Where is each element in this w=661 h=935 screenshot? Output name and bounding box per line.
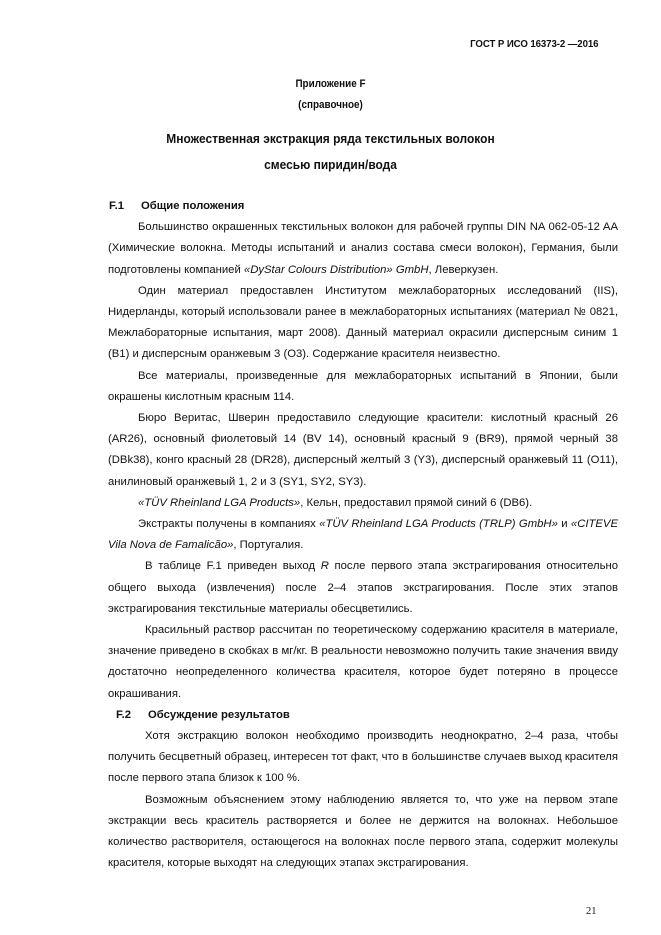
company-name-italic: «CITEVE Vila Nova de Famalicão» (108, 518, 618, 552)
annex-title-line-2: смесью пиридин/вода (264, 157, 397, 172)
company-name-italic: «TÜV Rheinland LGA Products (TRLP) GmbH» (319, 518, 558, 531)
section-number: F.1 (109, 200, 125, 212)
paragraph: Возможным объяснением этому наблюдению является то, что уже на первом этапе экстракции весь краситель растворяется и более не держится на волокнах. Небольшое количество растворителя, остающегося на волокнах после первого этапа, содержит молекулы красителя, которые выходят на следующих этапах экстрагирования. (108, 793, 618, 870)
section-heading-f1 (108, 196, 618, 217)
page-number: 21 (586, 906, 597, 917)
section-number: F.2 (116, 708, 132, 721)
paragraph: Один материал предоставлен Институтом межлабораторных исследований (IIS), Нидерланды, который использовали ранее в межлабораторных испытаниях (материал № 0821, Межлабораторные испытания, март 2008). Данный материал окрасили дисперсным синим 1 (B1) и дисперсным оранжевым 3 (O3). Содержание красителя неизвестно. (108, 284, 618, 361)
paragraph: Все материалы, произведенные для межлабораторных испытаний в Японии, были окрашены кислотным красным 114. (108, 369, 618, 403)
text-run: В таблице F.1 приведен выход (145, 560, 321, 573)
annex-label: Приложение F (295, 78, 366, 90)
paragraph (108, 556, 618, 620)
document-code-header: ГОСТ Р ИСО 16373-2 —2016 (469, 38, 598, 50)
text-run: , Леверкузен. (428, 263, 499, 276)
text-run: Большинство окрашенных текстильных волокон для рабочей группы DIN NA 062-05-12 AA (Химические волокна. Методы испытаний и анализ состава смеси волокон), Германия, были подготовлены компанией (108, 221, 618, 276)
section-title: Общие положения (141, 200, 245, 212)
paragraph (108, 493, 618, 514)
text-run: , Кельн, предоставил прямой синий 6 (DB6). (300, 496, 533, 509)
document-body (108, 196, 618, 875)
annex-title-line-1: Множественная экстракция ряда текстильных волокон (166, 131, 495, 146)
variable-r: R (320, 560, 329, 573)
company-name-italic: «DyStar Colours Distribution» GmbH (243, 263, 429, 276)
paragraph: Бюро Веритас, Шверин предоставило следующие красители: кислотный красный 26 (AR26), основный фиолетовый 14 (BV 14), основный красный 9 (BR9), прямой черный 38 (DBk38), конго красный 28 (DR28), дисперсный желтый 3 (Y3), дисперсный оранжевый 11 (O11), анилиновый оранжевый 1, 2 и 3 (SY1, SY2, SY3). (108, 412, 618, 488)
text-run: после первого этапа экстрагирования относительно общего выхода (извлечения) после 2–4 этапов экстрагирования. После этих этапов экстрагирования текстильные материалы обесцветились. (108, 560, 618, 615)
section-title: Обсуждение результатов (148, 708, 290, 721)
paragraph (108, 217, 618, 281)
text-run: и (557, 518, 571, 531)
paragraph (108, 514, 618, 556)
annex-type: (справочное) (298, 99, 363, 111)
text-run: Экстракты получены в компаниях (138, 518, 320, 531)
company-name-italic: «TÜV Rheinland LGA Products» (138, 496, 301, 509)
text-run: , Португалия. (233, 539, 304, 552)
section-heading-f2 (108, 705, 618, 726)
paragraph: Хотя экстракцию волокон необходимо производить неоднократно, 2–4 раза, чтобы получить бесцветный образец, интересен тот факт, что в большинстве случаев выход красителя после первого этапа близок к 100 %. (108, 730, 618, 785)
paragraph: Красильный раствор рассчитан по теоретическому содержанию красителя в материале, значение приведено в скобках в мг/кг. В реальности невозможно получить такие значения ввиду достаточно неопределенного количества красителя, которое будет потеряно в процессе окрашивания. (108, 624, 618, 700)
